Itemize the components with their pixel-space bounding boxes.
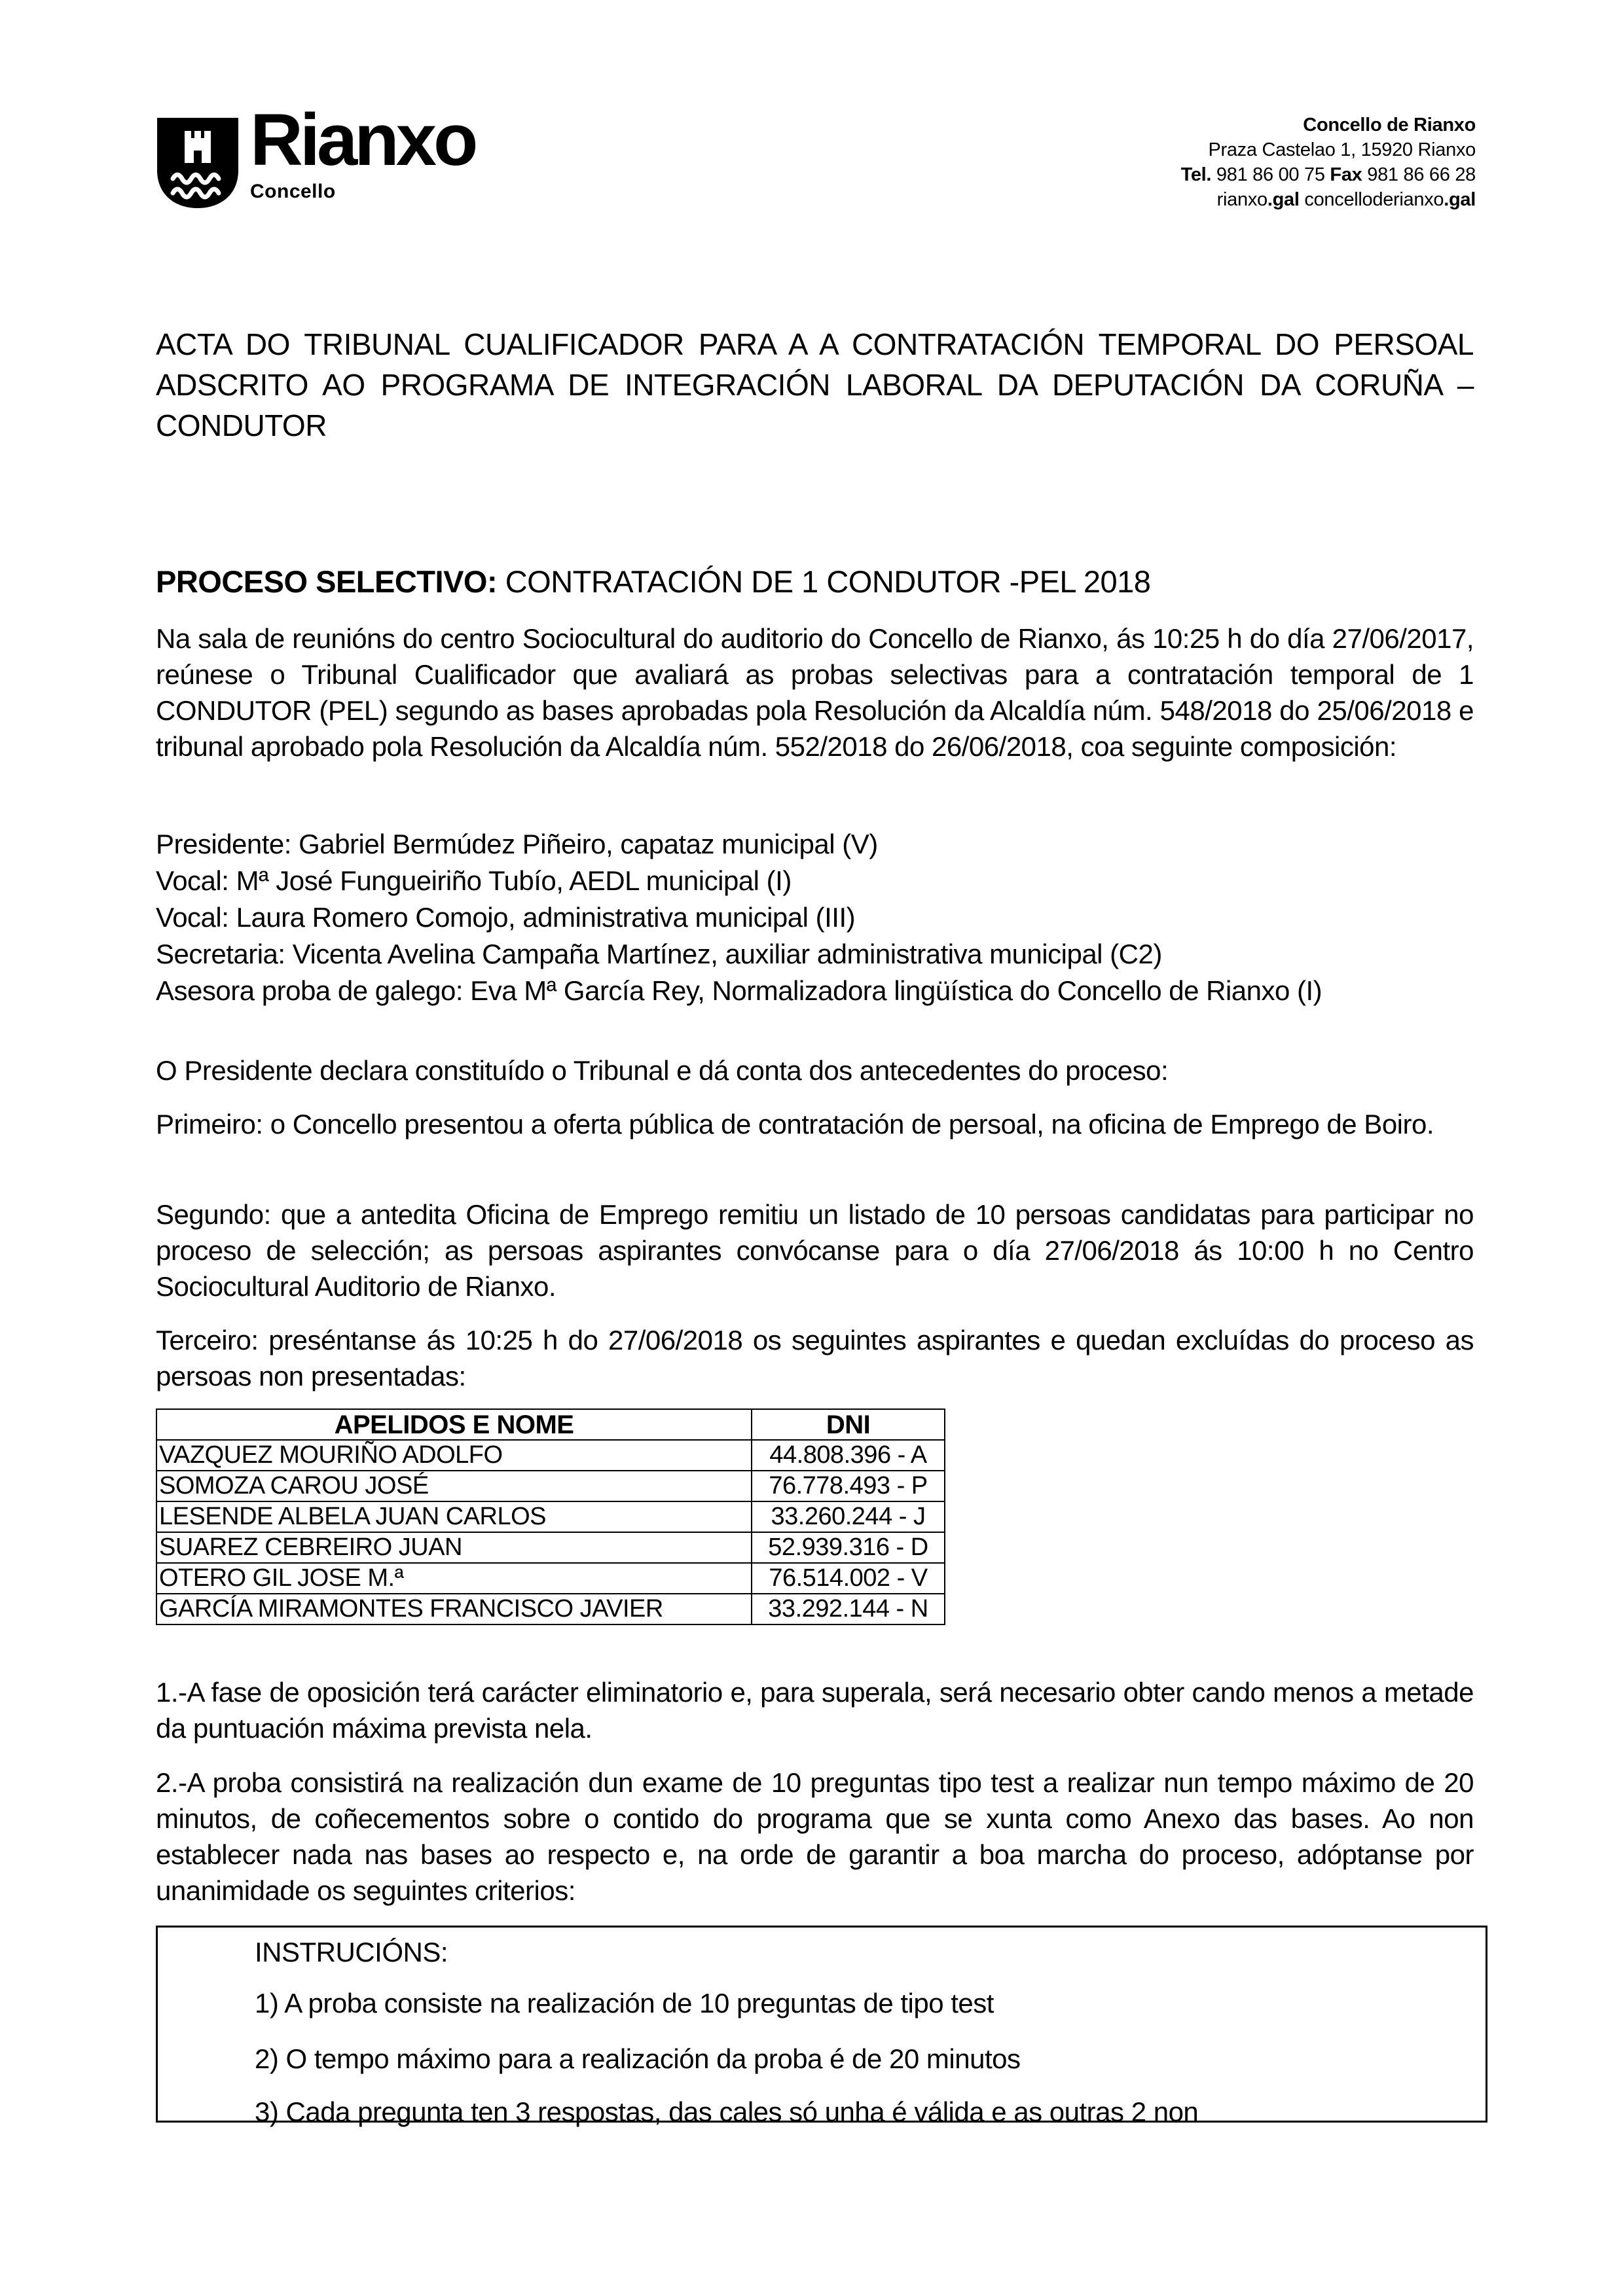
- tribunal-member: Vocal: Laura Romero Comojo, administrativa municipal (III): [156, 902, 856, 933]
- candidate-row: [156, 1440, 945, 1471]
- tribunal-member: Presidente: Gabriel Bermúdez Piñeiro, capataz municipal (V): [156, 829, 878, 859]
- criteria-point-2: 2.-A proba consistirá na realización dun exame de 10 preguntas tipo test a realizar nun tempo máximo de 20 minutos, de coñecementos sobre o contido do programa que se xunta como Anexo das bases. Ao non establecer nada nas bases ao respecto e, na orde de garantir a boa marcha do proceso, adóptanse por unanimidade os seguintes criterios:: [156, 1767, 1474, 1906]
- castle-waves-shield-icon: [156, 117, 240, 209]
- website-2: concelloderianxo: [1299, 189, 1444, 210]
- candidate-name: GARCÍA MIRAMONTES FRANCISCO JAVIER: [156, 1594, 752, 1624]
- antecedent-first: Primeiro: o Concello presentou a oferta pública de contratación de persoal, na oficina de Emprego de Boiro.: [156, 1109, 1434, 1139]
- logo-brand-text: Rianxo: [250, 99, 475, 181]
- tribunal-members-list: [156, 826, 1474, 1009]
- section-heading: [156, 562, 1474, 602]
- tel-label: Tel.: [1180, 164, 1212, 185]
- tribunal-member: Secretaria: Vicenta Avelina Campaña Martínez, auxiliar administrativa municipal (C2): [156, 939, 1162, 969]
- candidates-table: [156, 1408, 945, 1625]
- constitution-line: O Presidente declara constituído o Tribunal e dá conta dos antecedentes do proceso:: [156, 1055, 1169, 1086]
- intro-paragraph: Na sala de reunións do centro Sociocultural do auditorio do Concello de Rianxo, ás 10:25 h do día 27/06/2017, reúnese o Tribunal Cualificador que avaliará as probas selectivas para a contratación temporal de 1 CONDUTOR (PEL) segundo as bases aprobadas pola Resolución da Alcaldía núm. 548/2018 do 25/06/2018 e tribunal aprobado pola Resolución da Alcaldía núm. 552/2018 do 26/06/2018, coa seguinte composición:: [156, 623, 1474, 762]
- fax-label: Fax: [1330, 164, 1362, 185]
- website-1: rianxo: [1216, 189, 1267, 210]
- tribunal-member: Vocal: Mª José Fungueiriño Tubío, AEDL municipal (I): [156, 865, 792, 896]
- table-header-dni: DNI: [752, 1409, 945, 1440]
- antecedent-second: Segundo: que a antedita Oficina de Emprego remitiu un listado de 10 persoas candidatas para participar no proceso de selección; as persoas aspirantes convócanse para o día 27/06/2018 ás 10:00 h no Centro Sociocultural Auditorio de Rianxo.: [156, 1199, 1474, 1302]
- website-2-tld: .gal: [1444, 189, 1476, 210]
- criteria-point-1: 1.-A fase de oposición terá carácter eliminatorio e, para superala, será necesario obter cando menos a metade da puntuación máxima prevista nela.: [156, 1677, 1474, 1744]
- website-1-tld: .gal: [1267, 189, 1300, 210]
- contact-address: Praza Castelao 1, 15920 Rianxo: [1208, 139, 1476, 160]
- contact-websites: [1181, 187, 1476, 212]
- rianxo-logo: [156, 99, 475, 209]
- fax-number: 981 86 66 28: [1362, 164, 1476, 185]
- table-header-row: [156, 1409, 945, 1440]
- logo-sub-text: Concello: [250, 181, 336, 202]
- heading-label: PROCESO SELECTIVO:: [156, 564, 498, 599]
- antecedent-third: Terceiro: preséntanse ás 10:25 h do 27/06/2018 os seguintes aspirantes e quedan excluídas do proceso as persoas non presentadas:: [156, 1325, 1474, 1391]
- tribunal-member: Asesora proba de galego: Eva Mª García Rey, Normalizadora lingüística do Concello de Rianxo (I): [156, 975, 1322, 1006]
- contact-block: [1181, 113, 1476, 212]
- candidate-dni: 52.939.316 - D: [752, 1532, 945, 1563]
- instruction-item: 2) O tempo máximo para a realización da proba é de 20 minutos: [255, 2043, 1021, 2074]
- candidate-dni: 76.514.002 - V: [752, 1563, 945, 1594]
- instruction-item: 1) A proba consiste na realización de 10 preguntas de tipo test: [255, 1988, 994, 2018]
- candidate-dni: 76.778.493 - P: [752, 1471, 945, 1501]
- candidate-row: [156, 1594, 945, 1624]
- heading-rest: CONTRATACIÓN DE 1 CONDUTOR -PEL 2018: [497, 564, 1151, 599]
- candidates-table-container: [156, 1408, 945, 1625]
- candidate-row: [156, 1532, 945, 1563]
- candidate-name: SOMOZA CAROU JOSÉ: [156, 1471, 752, 1501]
- candidate-dni: 44.808.396 - A: [752, 1440, 945, 1471]
- candidate-row: [156, 1563, 945, 1594]
- candidate-name: OTERO GIL JOSE M.ª: [156, 1563, 752, 1594]
- candidate-dni: 33.260.244 - J: [752, 1501, 945, 1532]
- instructions-title: INSTRUCIÓNS:: [255, 1937, 448, 1967]
- candidate-row: [156, 1501, 945, 1532]
- contact-phone-fax: [1181, 162, 1476, 187]
- candidate-name: SUAREZ CEBREIRO JUAN: [156, 1532, 752, 1563]
- logo-text: [250, 99, 475, 202]
- table-header-apelidos: APELIDOS E NOME: [156, 1409, 752, 1440]
- tel-number: 981 86 00 75: [1211, 164, 1330, 185]
- instructions-box: [156, 1926, 1487, 2127]
- candidate-row: [156, 1471, 945, 1501]
- instruction-item: 3) Cada pregunta ten 3 respostas, das cales só unha é válida e as outras 2 non: [255, 2096, 1199, 2127]
- candidate-name: VAZQUEZ MOURIÑO ADOLFO: [156, 1440, 752, 1471]
- contact-org-name: Concello de Rianxo: [1303, 115, 1476, 135]
- candidate-name: LESENDE ALBELA JUAN CARLOS: [156, 1501, 752, 1532]
- candidate-dni: 33.292.144 - N: [752, 1594, 945, 1624]
- document-title: ACTA DO TRIBUNAL CUALIFICADOR PARA A A CONTRATACIÓN TEMPORAL DO PERSOAL ADSCRITO AO PROGRAMA DE INTEGRACIÓN LABORAL DA DEPUTACIÓN DA CORUÑA – CONDUTOR: [156, 327, 1474, 442]
